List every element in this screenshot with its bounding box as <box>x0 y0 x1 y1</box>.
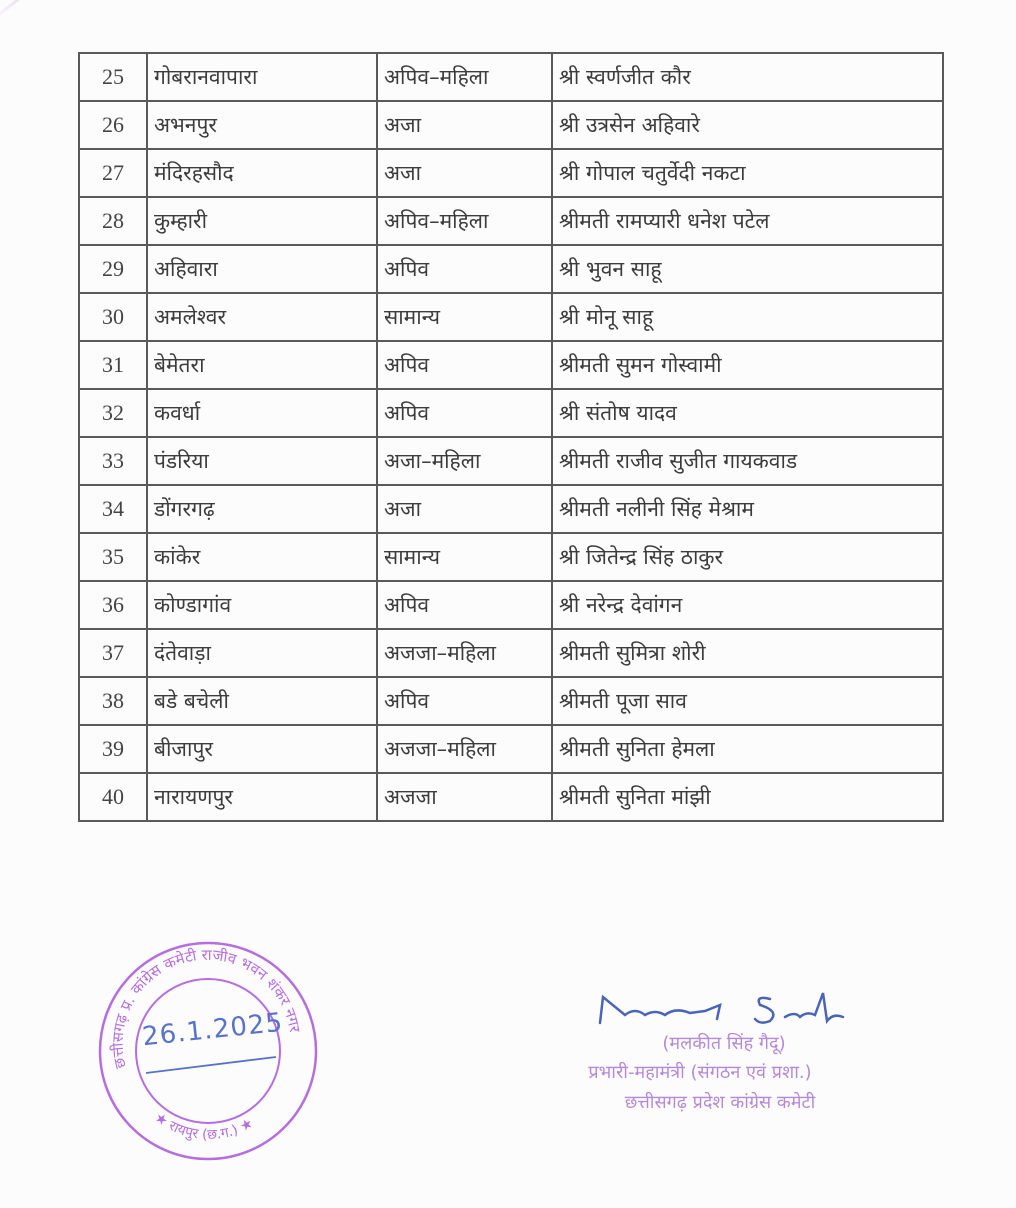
appointee-name: श्री स्वर्णजीत कौर <box>552 53 943 101</box>
serial-number: 37 <box>79 629 147 677</box>
place-name: बीजापुर <box>147 725 377 773</box>
signature-block <box>510 1030 890 1118</box>
table-row <box>79 485 943 533</box>
reservation-category: अपिव <box>377 581 552 629</box>
table-row <box>79 293 943 341</box>
stamp-date: 26.1.2025 <box>140 1007 285 1053</box>
table-row <box>79 149 943 197</box>
table-row <box>79 389 943 437</box>
appointee-name: श्रीमती रामप्यारी धनेश पटेल <box>552 197 943 245</box>
serial-number: 29 <box>79 245 147 293</box>
serial-number: 27 <box>79 149 147 197</box>
table-row <box>79 197 943 245</box>
reservation-category: अजजा <box>377 773 552 821</box>
table-row <box>79 53 943 101</box>
serial-number: 28 <box>79 197 147 245</box>
place-name: नारायणपुर <box>147 773 377 821</box>
place-name: दंतेवाड़ा <box>147 629 377 677</box>
serial-number: 26 <box>79 101 147 149</box>
table-row <box>79 725 943 773</box>
table-row <box>79 245 943 293</box>
stamp-seal-icon <box>94 937 322 1165</box>
place-name: कवर्धा <box>147 389 377 437</box>
place-name: पंडरिया <box>147 437 377 485</box>
reservation-category: अपिव <box>377 389 552 437</box>
serial-number: 31 <box>79 341 147 389</box>
place-name: कोण्डागांव <box>147 581 377 629</box>
serial-number: 34 <box>79 485 147 533</box>
place-name: अमलेश्वर <box>147 293 377 341</box>
serial-number: 40 <box>79 773 147 821</box>
table-row <box>79 629 943 677</box>
place-name: अभनपुर <box>147 101 377 149</box>
place-name: कुम्हारी <box>147 197 377 245</box>
serial-number: 30 <box>79 293 147 341</box>
reservation-category: अपिव–महिला <box>377 197 552 245</box>
appointee-name: श्री संतोष यादव <box>552 389 943 437</box>
table-row <box>79 581 943 629</box>
appointee-name: श्रीमती सुमित्रा शोरी <box>552 629 943 677</box>
table-row <box>79 437 943 485</box>
reservation-category: अपिव <box>377 677 552 725</box>
appointee-name: श्रीमती सुनिता हेमला <box>552 725 943 773</box>
serial-number: 39 <box>79 725 147 773</box>
corner-pen-mark <box>0 0 54 23</box>
appointee-name: श्रीमती राजीव सुजीत गायकवाड <box>552 437 943 485</box>
place-name: बेमेतरा <box>147 341 377 389</box>
appointee-name: श्रीमती सुनिता मांझी <box>552 773 943 821</box>
table-row <box>79 773 943 821</box>
table-row <box>79 101 943 149</box>
appointee-name: श्रीमती पूजा साव <box>552 677 943 725</box>
appointee-name: श्री भुवन साहू <box>552 245 943 293</box>
reservation-category: अपिव–महिला <box>377 53 552 101</box>
table-row <box>79 533 943 581</box>
appointments-table <box>78 52 944 822</box>
reservation-category: अजजा–महिला <box>377 629 552 677</box>
stamp-outer-text: छत्तीसगढ़ प्र. कांग्रेस कमेटी राजीव भवन शंकर नगर <box>108 945 304 1071</box>
stamp-bottom-text: ★ रायपुर (छ.ग.) ★ <box>151 1109 257 1144</box>
signatory-name: (मलकीत सिंह गैदू) <box>662 1033 786 1054</box>
reservation-category: अजजा–महिला <box>377 725 552 773</box>
place-name: डोंगरगढ़ <box>147 485 377 533</box>
signature-scrawl-icon <box>595 985 895 1035</box>
reservation-category: अजा <box>377 101 552 149</box>
place-name: मंदिरहसौद <box>147 149 377 197</box>
place-name: कांकेर <box>147 533 377 581</box>
reservation-category: अपिव <box>377 341 552 389</box>
official-stamp <box>94 937 322 1165</box>
reservation-category: अजा <box>377 485 552 533</box>
appointee-name: श्री गोपाल चतुर्वेदी नकटा <box>552 149 943 197</box>
appointee-name: श्रीमती सुमन गोस्वामी <box>552 341 943 389</box>
reservation-category: सामान्य <box>377 293 552 341</box>
serial-number: 32 <box>79 389 147 437</box>
place-name: बडे बचेली <box>147 677 377 725</box>
table-row <box>79 677 943 725</box>
appointee-name: श्री नरेन्द्र देवांगन <box>552 581 943 629</box>
reservation-category: सामान्य <box>377 533 552 581</box>
place-name: अहिवारा <box>147 245 377 293</box>
signatory-title: प्रभारी-महामंत्री (संगठन एवं प्रशा.) <box>588 1062 812 1083</box>
serial-number: 25 <box>79 53 147 101</box>
appointee-name: श्री जितेन्द्र सिंह ठाकुर <box>552 533 943 581</box>
serial-number: 36 <box>79 581 147 629</box>
appointee-name: श्री उत्रसेन अहिवारे <box>552 101 943 149</box>
place-name: गोबरानवापारा <box>147 53 377 101</box>
reservation-category: अजा <box>377 149 552 197</box>
appointee-name: श्री मोनू साहू <box>552 293 943 341</box>
table-row <box>79 341 943 389</box>
serial-number: 38 <box>79 677 147 725</box>
signatory-organization: छत्तीसगढ़ प्रदेश कांग्रेस कमेटी <box>624 1092 816 1113</box>
serial-number: 35 <box>79 533 147 581</box>
serial-number: 33 <box>79 437 147 485</box>
reservation-category: अजा–महिला <box>377 437 552 485</box>
appointee-name: श्रीमती नलीनी सिंह मेश्राम <box>552 485 943 533</box>
reservation-category: अपिव <box>377 245 552 293</box>
